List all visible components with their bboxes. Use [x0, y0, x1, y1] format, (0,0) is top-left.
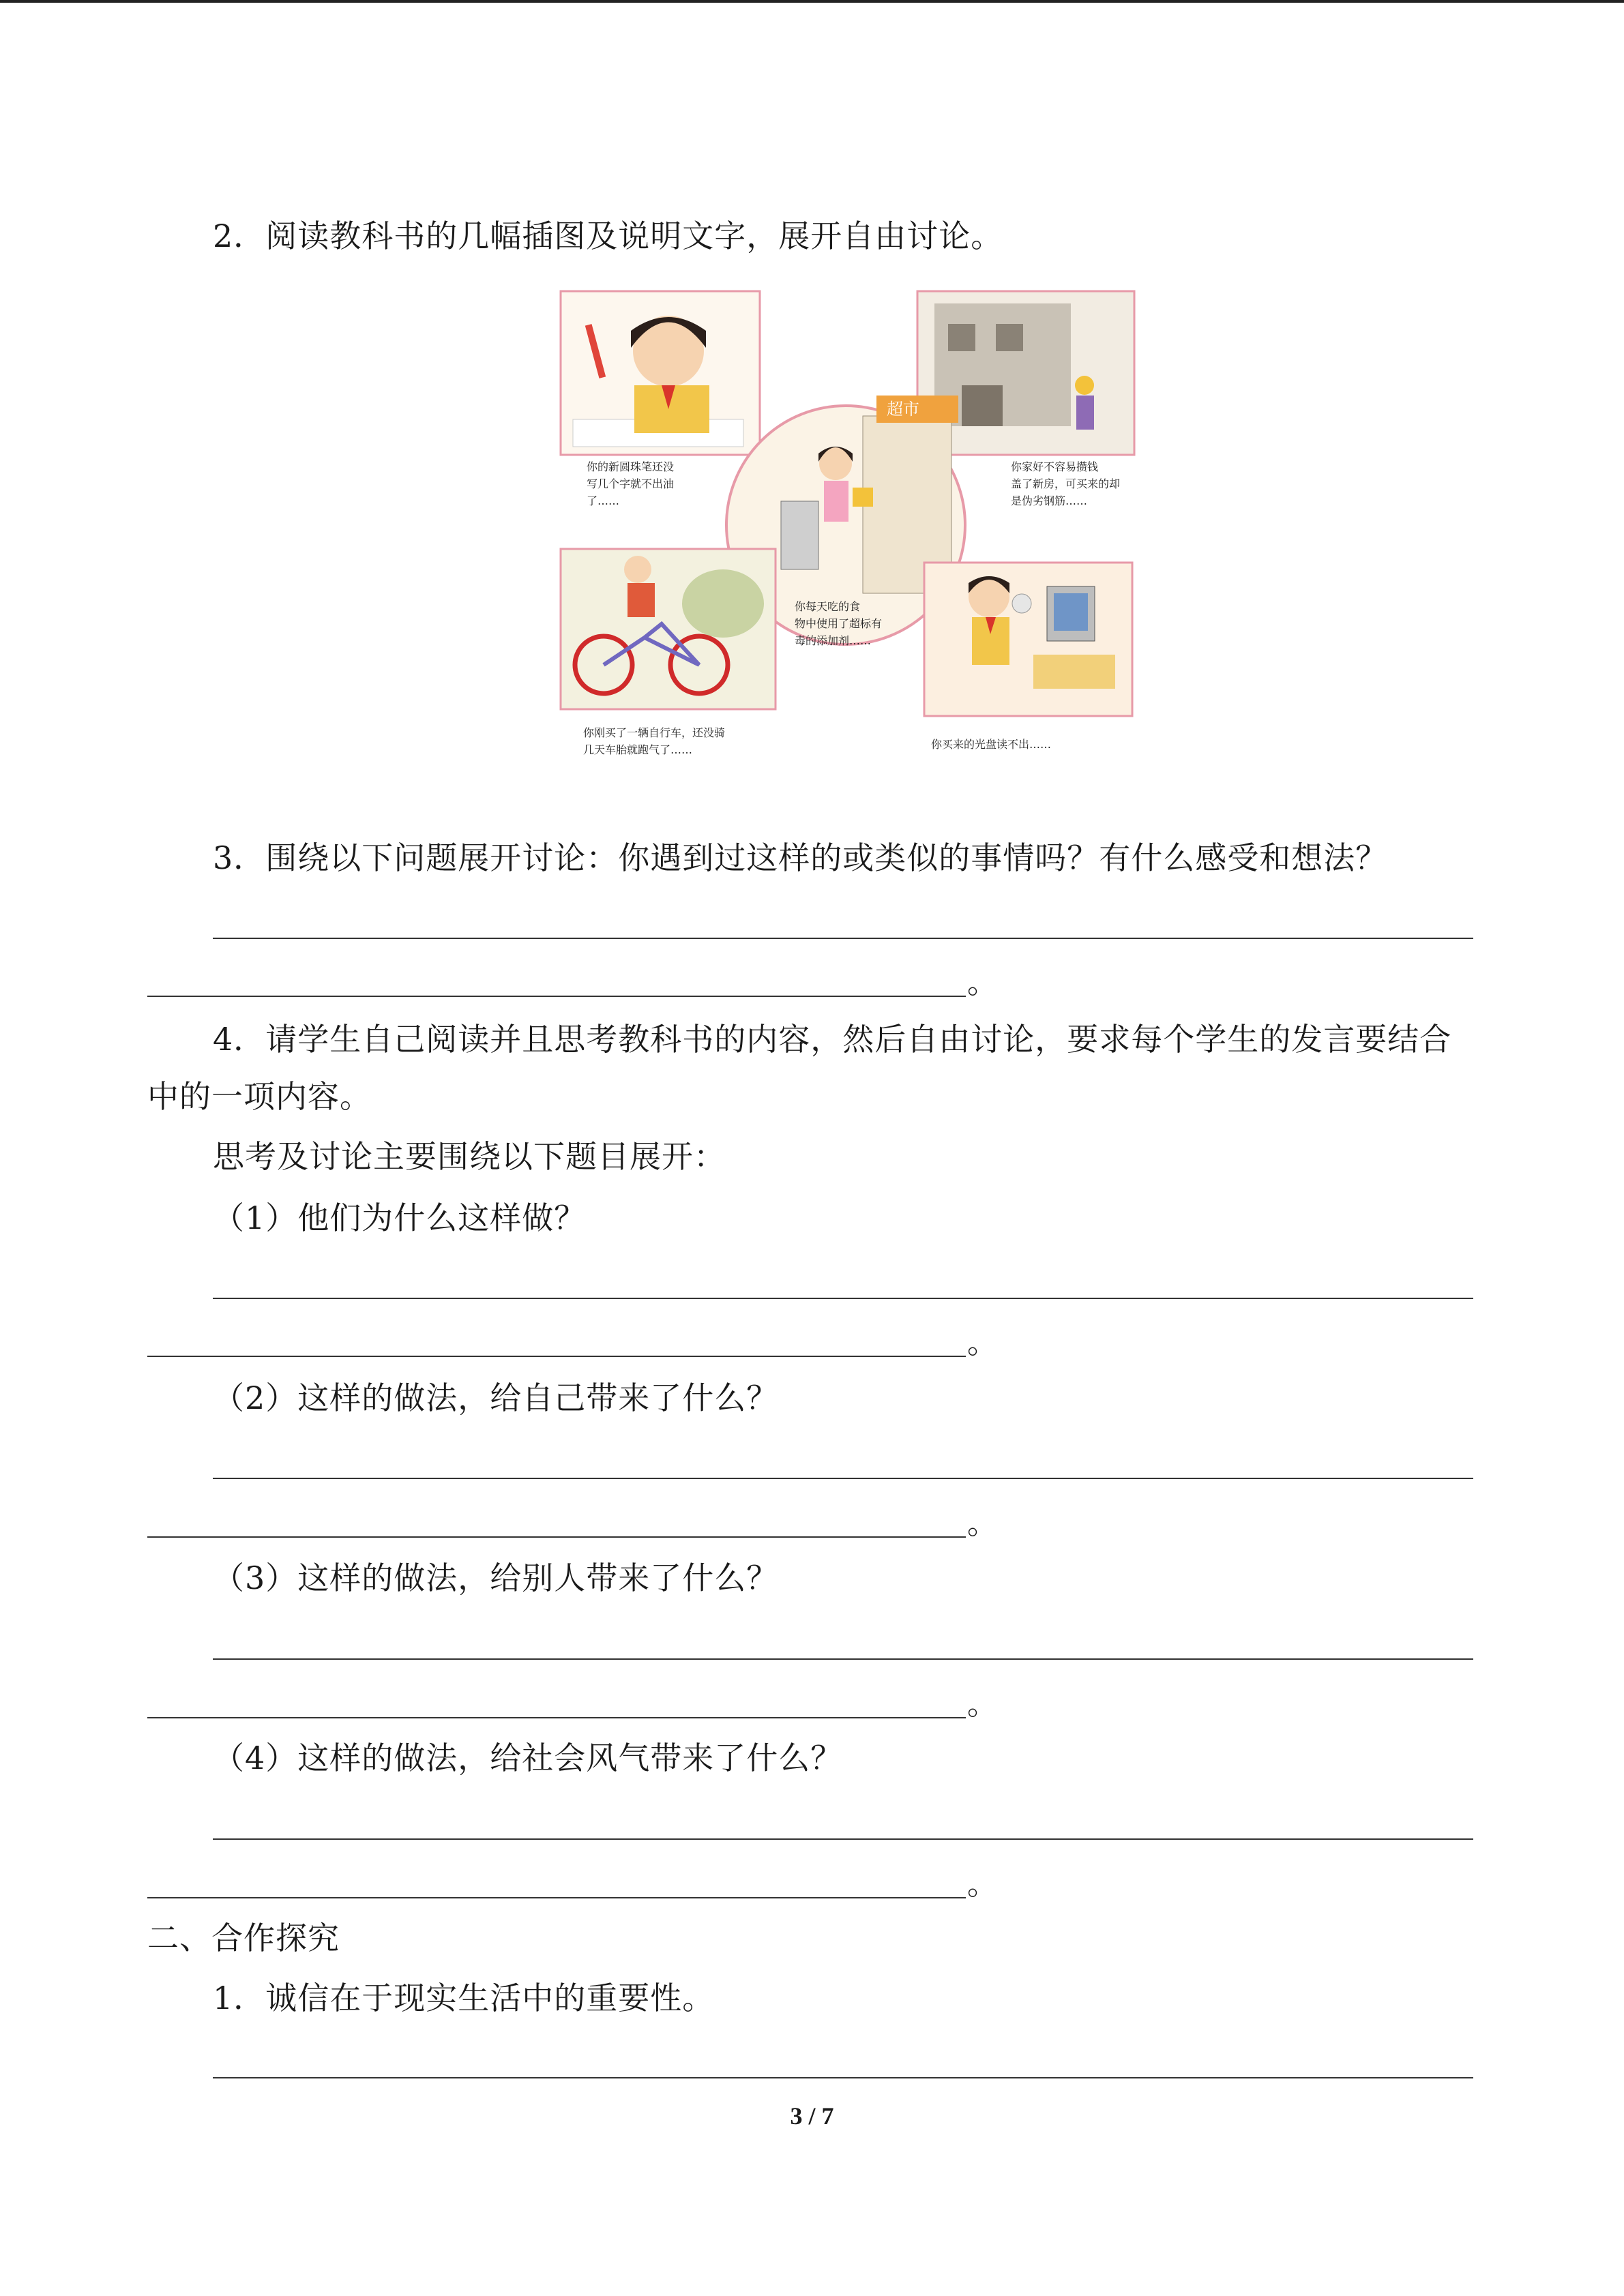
- sub-question-3: （3）这样的做法，给别人带来了什么？: [213, 1560, 779, 1596]
- top-border: [0, 0, 1624, 3]
- answer-line: [213, 1478, 1473, 1479]
- caption-pen: [587, 460, 674, 507]
- svg-text:盖了新房，可买来的却: 盖了新房，可买来的却: [1011, 477, 1121, 490]
- svg-text:你的新圆珠笔还没: 你的新圆珠笔还没: [587, 460, 675, 473]
- panel-pen: [561, 291, 760, 455]
- answer-line: [213, 938, 1473, 939]
- textbook-illustration: [552, 283, 1139, 801]
- svg-text:几天车胎就跑气了……: 几天车胎就跑气了……: [583, 743, 693, 756]
- svg-text:你每天吃的食: 你每天吃的食: [795, 600, 861, 613]
- answer-line: [147, 1717, 966, 1718]
- page-number: 3 / 7: [790, 2102, 834, 2130]
- section-heading: 二、合作探究: [147, 1920, 340, 1956]
- svg-text:是伪劣钢筋……: 是伪劣钢筋……: [1011, 494, 1088, 507]
- question-3: 3．围绕以下问题展开讨论：你遇到过这样的或类似的事情吗？有什么感受和想法？: [213, 839, 1388, 876]
- caption-bicycle: [583, 726, 725, 756]
- answer-end-mark: 。: [967, 966, 997, 1000]
- question-4-continued: 中的一项内容。: [147, 1078, 372, 1115]
- sub-question-2: （2）这样的做法，给自己带来了什么？: [213, 1380, 779, 1416]
- svg-text:了……: 了……: [587, 494, 620, 507]
- supermarket-sign: 超市: [887, 400, 919, 419]
- sub-question-1: （1）他们为什么这样做？: [213, 1199, 587, 1236]
- discussion-intro: 思考及讨论主要围绕以下题目展开：: [213, 1138, 726, 1175]
- svg-text:写几个字就不出油: 写几个字就不出油: [587, 477, 675, 490]
- answer-end-mark: 。: [967, 1326, 997, 1360]
- svg-text:物中使用了超标有: 物中使用了超标有: [795, 617, 883, 630]
- svg-text:毒的添加剂……: 毒的添加剂……: [795, 634, 872, 647]
- answer-end-mark: 。: [967, 1867, 997, 1902]
- panel-computer: [924, 563, 1132, 716]
- svg-text:你刚买了一辆自行车，还没骑: 你刚买了一辆自行车，还没骑: [583, 726, 726, 739]
- answer-line: [147, 1536, 966, 1538]
- caption-disc: [931, 738, 1051, 751]
- question-2: 2．阅读教科书的几幅插图及说明文字，展开自由讨论。: [213, 218, 1003, 254]
- answer-line: [213, 2077, 1473, 2078]
- answer-line: [213, 1838, 1473, 1840]
- answer-line: [147, 1897, 966, 1898]
- answer-line: [147, 996, 966, 997]
- answer-end-mark: 。: [967, 1506, 997, 1541]
- answer-line: [213, 1658, 1473, 1660]
- answer-end-mark: 。: [967, 1687, 997, 1722]
- answer-line: [147, 1356, 966, 1357]
- svg-text:你家好不容易攒钱: 你家好不容易攒钱: [1011, 460, 1099, 473]
- answer-line: [213, 1298, 1473, 1299]
- caption-house: [1011, 460, 1120, 507]
- sub-question-4: （4）这样的做法，给社会风气带来了什么？: [213, 1740, 843, 1776]
- question-4: 4．请学生自己阅读并且思考教科书的内容，然后自由讨论，要求每个学生的发言要结合: [213, 1021, 1452, 1058]
- section-2-item-1: 1．诚信在于现实生活中的重要性。: [213, 1980, 715, 2016]
- svg-text:你买来的光盘读不出……: 你买来的光盘读不出……: [931, 738, 1052, 751]
- panel-bicycle: [561, 549, 776, 709]
